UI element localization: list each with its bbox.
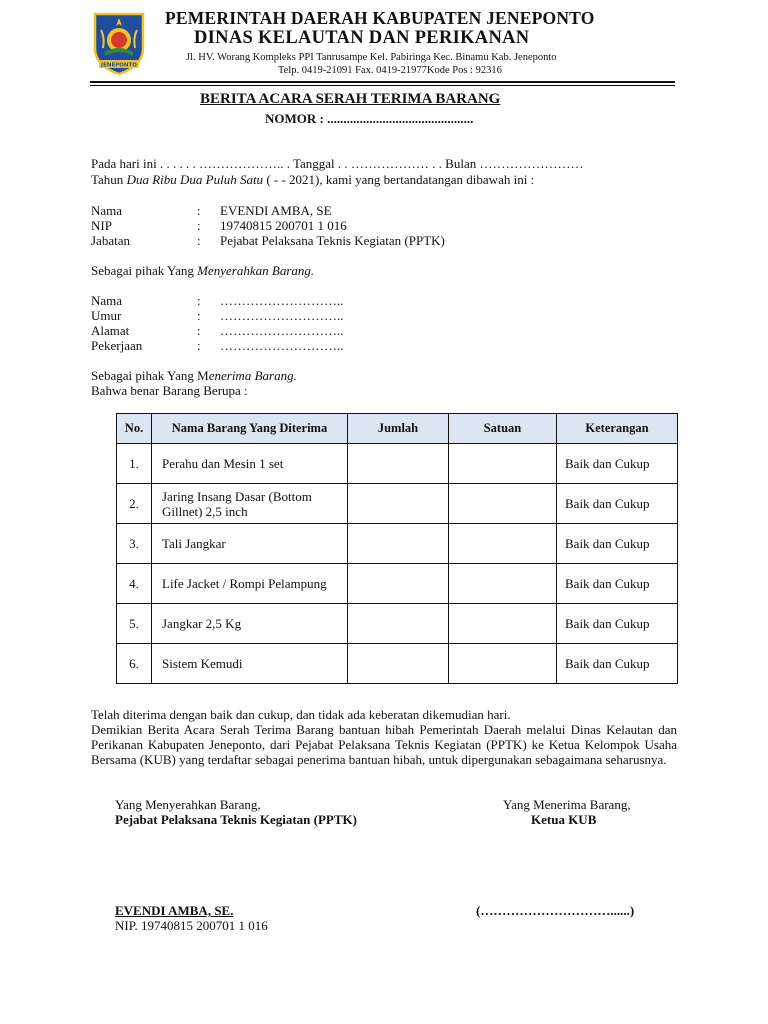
row-no: 3.: [117, 524, 152, 564]
closing-received-line: Telah diterima dengan baik dan cukup, dan tidak ada keberatan dikemudian hari.: [91, 707, 511, 722]
col-header-name: Nama Barang Yang Diterima: [152, 414, 348, 444]
row-name: Life Jacket / Rompi Pelampung: [152, 564, 348, 604]
goods-table: [116, 413, 678, 684]
intro-year-prefix: Tahun: [91, 172, 127, 187]
p1-nip-colon: :: [197, 218, 201, 233]
row-jumlah: [348, 644, 449, 684]
row-no: 4.: [117, 564, 152, 604]
p2-age-colon: :: [197, 308, 201, 323]
p2-job-value: ………………………..: [220, 338, 344, 353]
row-satuan: [449, 564, 557, 604]
row-name: Perahu dan Mesin 1 set: [152, 444, 348, 484]
row-keterangan: Baik dan Cukup: [557, 484, 678, 524]
sig-left-title: Pejabat Pelaksana Teknis Kegiatan (PPTK): [115, 812, 357, 827]
row-name: Jaring Insang Dasar (Bottom Gillnet) 2,5 inch: [152, 484, 348, 524]
header-government: PEMERINTAH DAERAH KABUPATEN JENEPONTO: [165, 8, 595, 28]
row-no: 1.: [117, 444, 152, 484]
col-header-keterangan: Keterangan: [557, 414, 678, 444]
row-jumlah: [348, 564, 449, 604]
row-keterangan: Baik dan Cukup: [557, 644, 678, 684]
intro-year-line: [91, 172, 534, 188]
row-keterangan: Baik dan Cukup: [557, 604, 678, 644]
p2-address-colon: :: [197, 323, 201, 338]
p2-role-prefix: Sebagai pihak Yang M: [91, 368, 209, 383]
closing-paragraph: Demikian Berita Acara Serah Terima Barang bantuan hibah Pemerintah Daerah melalui Dinas Kelautan dan Perikanan Kabupaten Jeneponto, dari Pejabat Pelaksana Teknis Kegiatan (PPTK) ke Ketua Kelompok Usaha Bersama (KUB) yang terdaftar sebagai penerima bantuan hibah, untuk dipergunakan sebagaimana seharusnya.: [91, 722, 677, 767]
table-row: [117, 604, 678, 644]
intro-year-words: Dua Ribu Dua Puluh Satu: [126, 172, 264, 187]
goods-table-header: [117, 414, 678, 444]
header-address: Jl. HV. Worang Kompleks PPI Tanrusampe Kel. Pabiringa Kec. Binamu Kab. Jeneponto: [186, 52, 557, 63]
p1-nip-value: 19740815 200701 1 016: [220, 218, 347, 233]
col-header-jumlah: Jumlah: [348, 414, 449, 444]
intro-year-suffix: ( - - 2021), kami yang bertandatangan dibawah ini :: [263, 172, 535, 187]
sig-right-title: Ketua KUB: [531, 812, 597, 827]
p2-address-value: ………………………..: [220, 323, 344, 338]
row-satuan: [449, 524, 557, 564]
row-keterangan: Baik dan Cukup: [557, 524, 678, 564]
p2-job-label: Pekerjaan: [91, 338, 143, 353]
col-header-satuan: Satuan: [449, 414, 557, 444]
row-keterangan: Baik dan Cukup: [557, 444, 678, 484]
p1-name-value: EVENDI AMBA, SE: [220, 203, 332, 218]
row-name: Tali Jangkar: [152, 524, 348, 564]
row-jumlah: [348, 604, 449, 644]
table-row: [117, 564, 678, 604]
p1-name-label: Nama: [91, 203, 123, 218]
row-satuan: [449, 604, 557, 644]
row-jumlah: [348, 484, 449, 524]
goods-intro: Bahwa benar Barang Berupa :: [91, 383, 248, 398]
p1-position-value: Pejabat Pelaksana Teknis Kegiatan (PPTK): [220, 233, 445, 248]
regency-emblem-logo: [89, 8, 149, 76]
document-number: NOMOR : .............................................: [265, 111, 474, 126]
logo-ribbon-text: JENEPONTO: [101, 62, 137, 69]
p1-name-colon: :: [197, 203, 201, 218]
document-title: BERITA ACARA SERAH TERIMA BARANG: [200, 91, 501, 107]
p2-address-label: Alamat: [91, 323, 130, 338]
p2-role-line: [91, 368, 297, 384]
table-row: [117, 484, 678, 524]
p1-role-italic: Menyerahkan Barang.: [197, 263, 315, 278]
table-row: [117, 524, 678, 564]
intro-date-line: Pada hari ini . . . . . . ……………….. . Tanggal . . ……………… . . Bulan ……………………: [91, 156, 584, 171]
p2-name-colon: :: [197, 293, 201, 308]
p1-role-line: [91, 263, 314, 279]
row-no: 5.: [117, 604, 152, 644]
sig-left-nip: NIP. 19740815 200701 1 016: [115, 918, 268, 933]
row-satuan: [449, 444, 557, 484]
p1-position-colon: :: [197, 233, 201, 248]
p2-age-label: Umur: [91, 308, 122, 323]
row-satuan: [449, 644, 557, 684]
header-contact: Telp. 0419-21091 Fax. 0419-21977Kode Pos : 92316: [278, 65, 502, 76]
header-divider-thick: [90, 81, 675, 83]
row-jumlah: [348, 524, 449, 564]
header-divider-thin: [90, 85, 675, 86]
row-no: 2.: [117, 484, 152, 524]
header-department: DINAS KELAUTAN DAN PERIKANAN: [194, 28, 530, 48]
sig-left-role: Yang Menyerahkan Barang,: [115, 797, 261, 812]
p2-job-colon: :: [197, 338, 201, 353]
p2-name-label: Nama: [91, 293, 123, 308]
table-row: [117, 644, 678, 684]
row-name: Sistem Kemudi: [152, 644, 348, 684]
sig-right-name-placeholder: (…………………………......): [476, 903, 635, 918]
sig-right-role: Yang Menerima Barang,: [503, 797, 631, 812]
sig-left-name: EVENDI AMBA, SE.: [115, 903, 234, 918]
row-no: 6.: [117, 644, 152, 684]
p2-age-value: ………………………..: [220, 308, 344, 323]
col-header-no: No.: [117, 414, 152, 444]
p1-role-prefix: Sebagai pihak Yang: [91, 263, 198, 278]
row-jumlah: [348, 444, 449, 484]
row-name: Jangkar 2,5 Kg: [152, 604, 348, 644]
p1-position-label: Jabatan: [91, 233, 130, 248]
p2-role-italic: enerima Barang.: [208, 368, 297, 383]
table-row: [117, 444, 678, 484]
p1-nip-label: NIP: [91, 218, 112, 233]
row-satuan: [449, 484, 557, 524]
p2-name-value: ………………………..: [220, 293, 344, 308]
row-keterangan: Baik dan Cukup: [557, 564, 678, 604]
